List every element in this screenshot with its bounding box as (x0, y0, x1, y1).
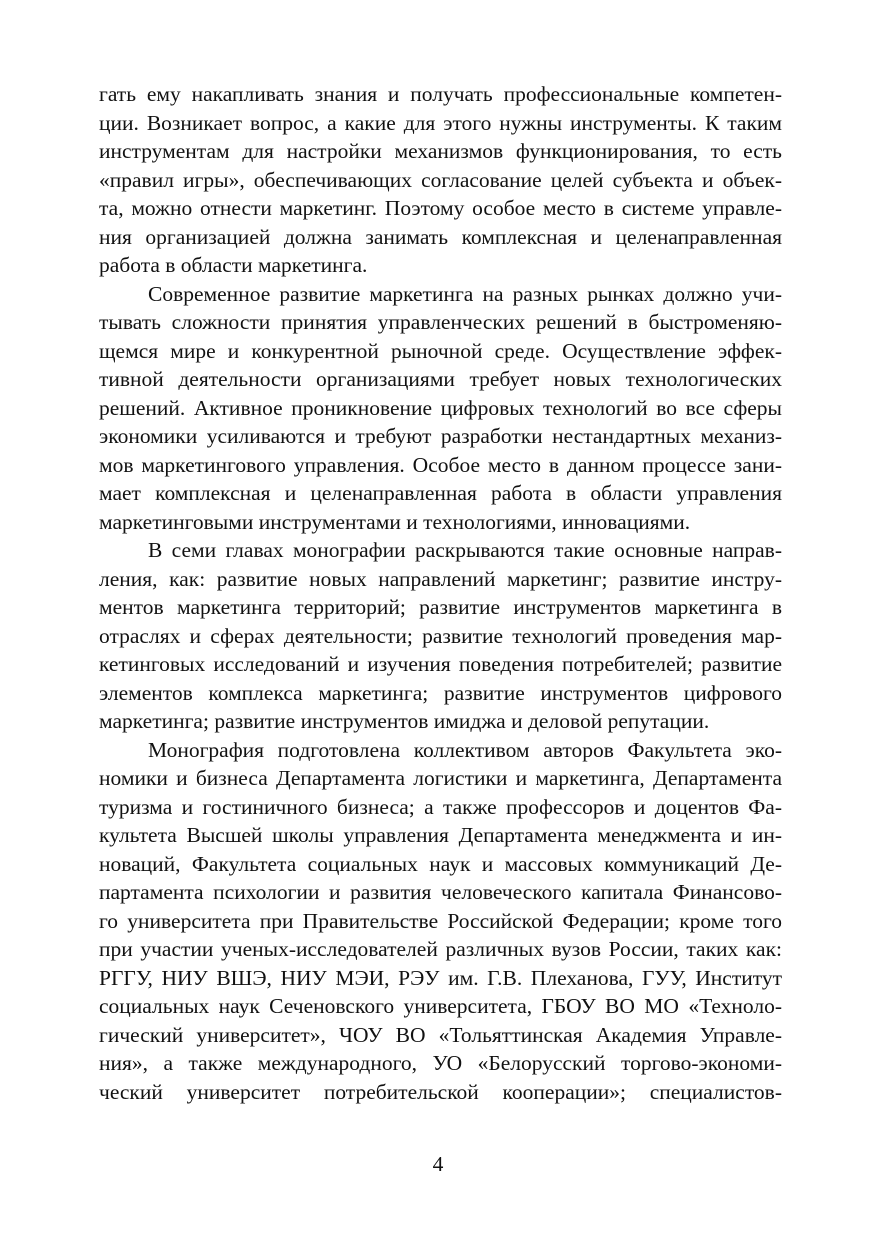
text-line: Современное развитие маркетинга на разных рынках должно учи- (148, 281, 782, 306)
text-line: элементов комплекса маркетинга; развитие инструментов цифрового (99, 680, 782, 705)
page-number: 4 (432, 1152, 444, 1176)
text-line: «правил игры», обеспечивающих согласование целей субъекта и объек- (99, 167, 782, 192)
text-line: В семи главах монографии раскрываются такие основные направ- (148, 538, 782, 562)
paragraph (99, 80, 782, 280)
text-line: го университета при Правительстве Российской Федерации; кроме того (99, 908, 782, 933)
text-line: мов маркетингового управления. Особое место в данном процессе зани- (99, 452, 782, 477)
text-line: решений. Активное проникновение цифровых технологий во все сферы (99, 395, 782, 420)
text-line: социальных наук Сеченовского университета, ГБОУ ВО МО «Техноло- (99, 994, 782, 1018)
text-line: инструментам для настройки механизмов функционирования, то есть (99, 139, 782, 163)
text-line: номики и бизнеса Департамента логистики и маркетинга, Департамента (99, 766, 782, 790)
text-line: новаций, Факультета социальных наук и массовых коммуникаций Де- (99, 851, 782, 876)
paragraph (99, 280, 782, 537)
text-line: Монография подготовлена коллективом авторов Факультета эко- (148, 737, 782, 762)
paragraph (99, 536, 782, 736)
text-line: ментов маркетинга территорий; развитие инструментов маркетинга в (99, 595, 782, 619)
text-line: тивной деятельности организациями требует новых технологических (99, 367, 782, 391)
text-line: гать ему накапливать знания и получать профессиональные компетен- (99, 82, 782, 106)
text-line: ния организацией должна занимать комплексная и целенаправленная (99, 224, 782, 249)
text-line: туризма и гостиничного бизнеса; а также профессоров и доцентов Фа- (99, 794, 782, 819)
text-line: ния», а также международного, УО «Белорусский торгово-экономи- (99, 1051, 782, 1075)
text-line: при участии ученых-исследователей различных вузов России, таких как: (99, 937, 782, 961)
body-text (99, 80, 782, 1106)
text-line: ческий университет потребительской кооперации»; специалистов- (99, 1079, 782, 1104)
text-line: кетинговых исследований и изучения поведения потребителей; развитие (99, 652, 782, 676)
text-line: ции. Возникает вопрос, а какие для этого нужны инструменты. К таким (99, 110, 782, 135)
text-line: РГГУ, НИУ ВШЭ, НИУ МЭИ, РЭУ им. Г.В. Плеханова, ГУУ, Институт (99, 965, 782, 990)
text-line: работа в области маркетинга. (99, 253, 368, 277)
text-line: тывать сложности принятия управленческих решений в быстроменяю- (99, 310, 782, 334)
text-line: маркетинговыми инструментами и технологиями, инновациями. (99, 509, 691, 534)
text-line: маркетинга; развитие инструментов имиджа и деловой репутации. (99, 709, 710, 733)
text-line: та, можно отнести маркетинг. Поэтому особое место в системе управле- (99, 196, 782, 220)
text-line: экономики усиливаются и требуют разработки нестандартных механиз- (99, 424, 782, 448)
text-line: гический университет», ЧОУ ВО «Тольяттинская Академия Управле- (99, 1022, 782, 1047)
text-line: ления, как: развитие новых направлений маркетинг; развитие инстру- (99, 566, 782, 591)
text-line: мает комплексная и целенаправленная работа в области управления (99, 481, 782, 505)
text-line: культета Высшей школы управления Департамента менеджмента и ин- (99, 823, 782, 847)
text-line: отраслях и сферах деятельности; развитие технологий проведения мар- (99, 623, 782, 648)
paragraph (99, 736, 782, 1107)
text-line: партамента психологии и развития человеческого капитала Финансово- (99, 880, 782, 904)
text-line: щемся мире и конкурентной рыночной среде. Осуществление эффек- (99, 338, 782, 363)
